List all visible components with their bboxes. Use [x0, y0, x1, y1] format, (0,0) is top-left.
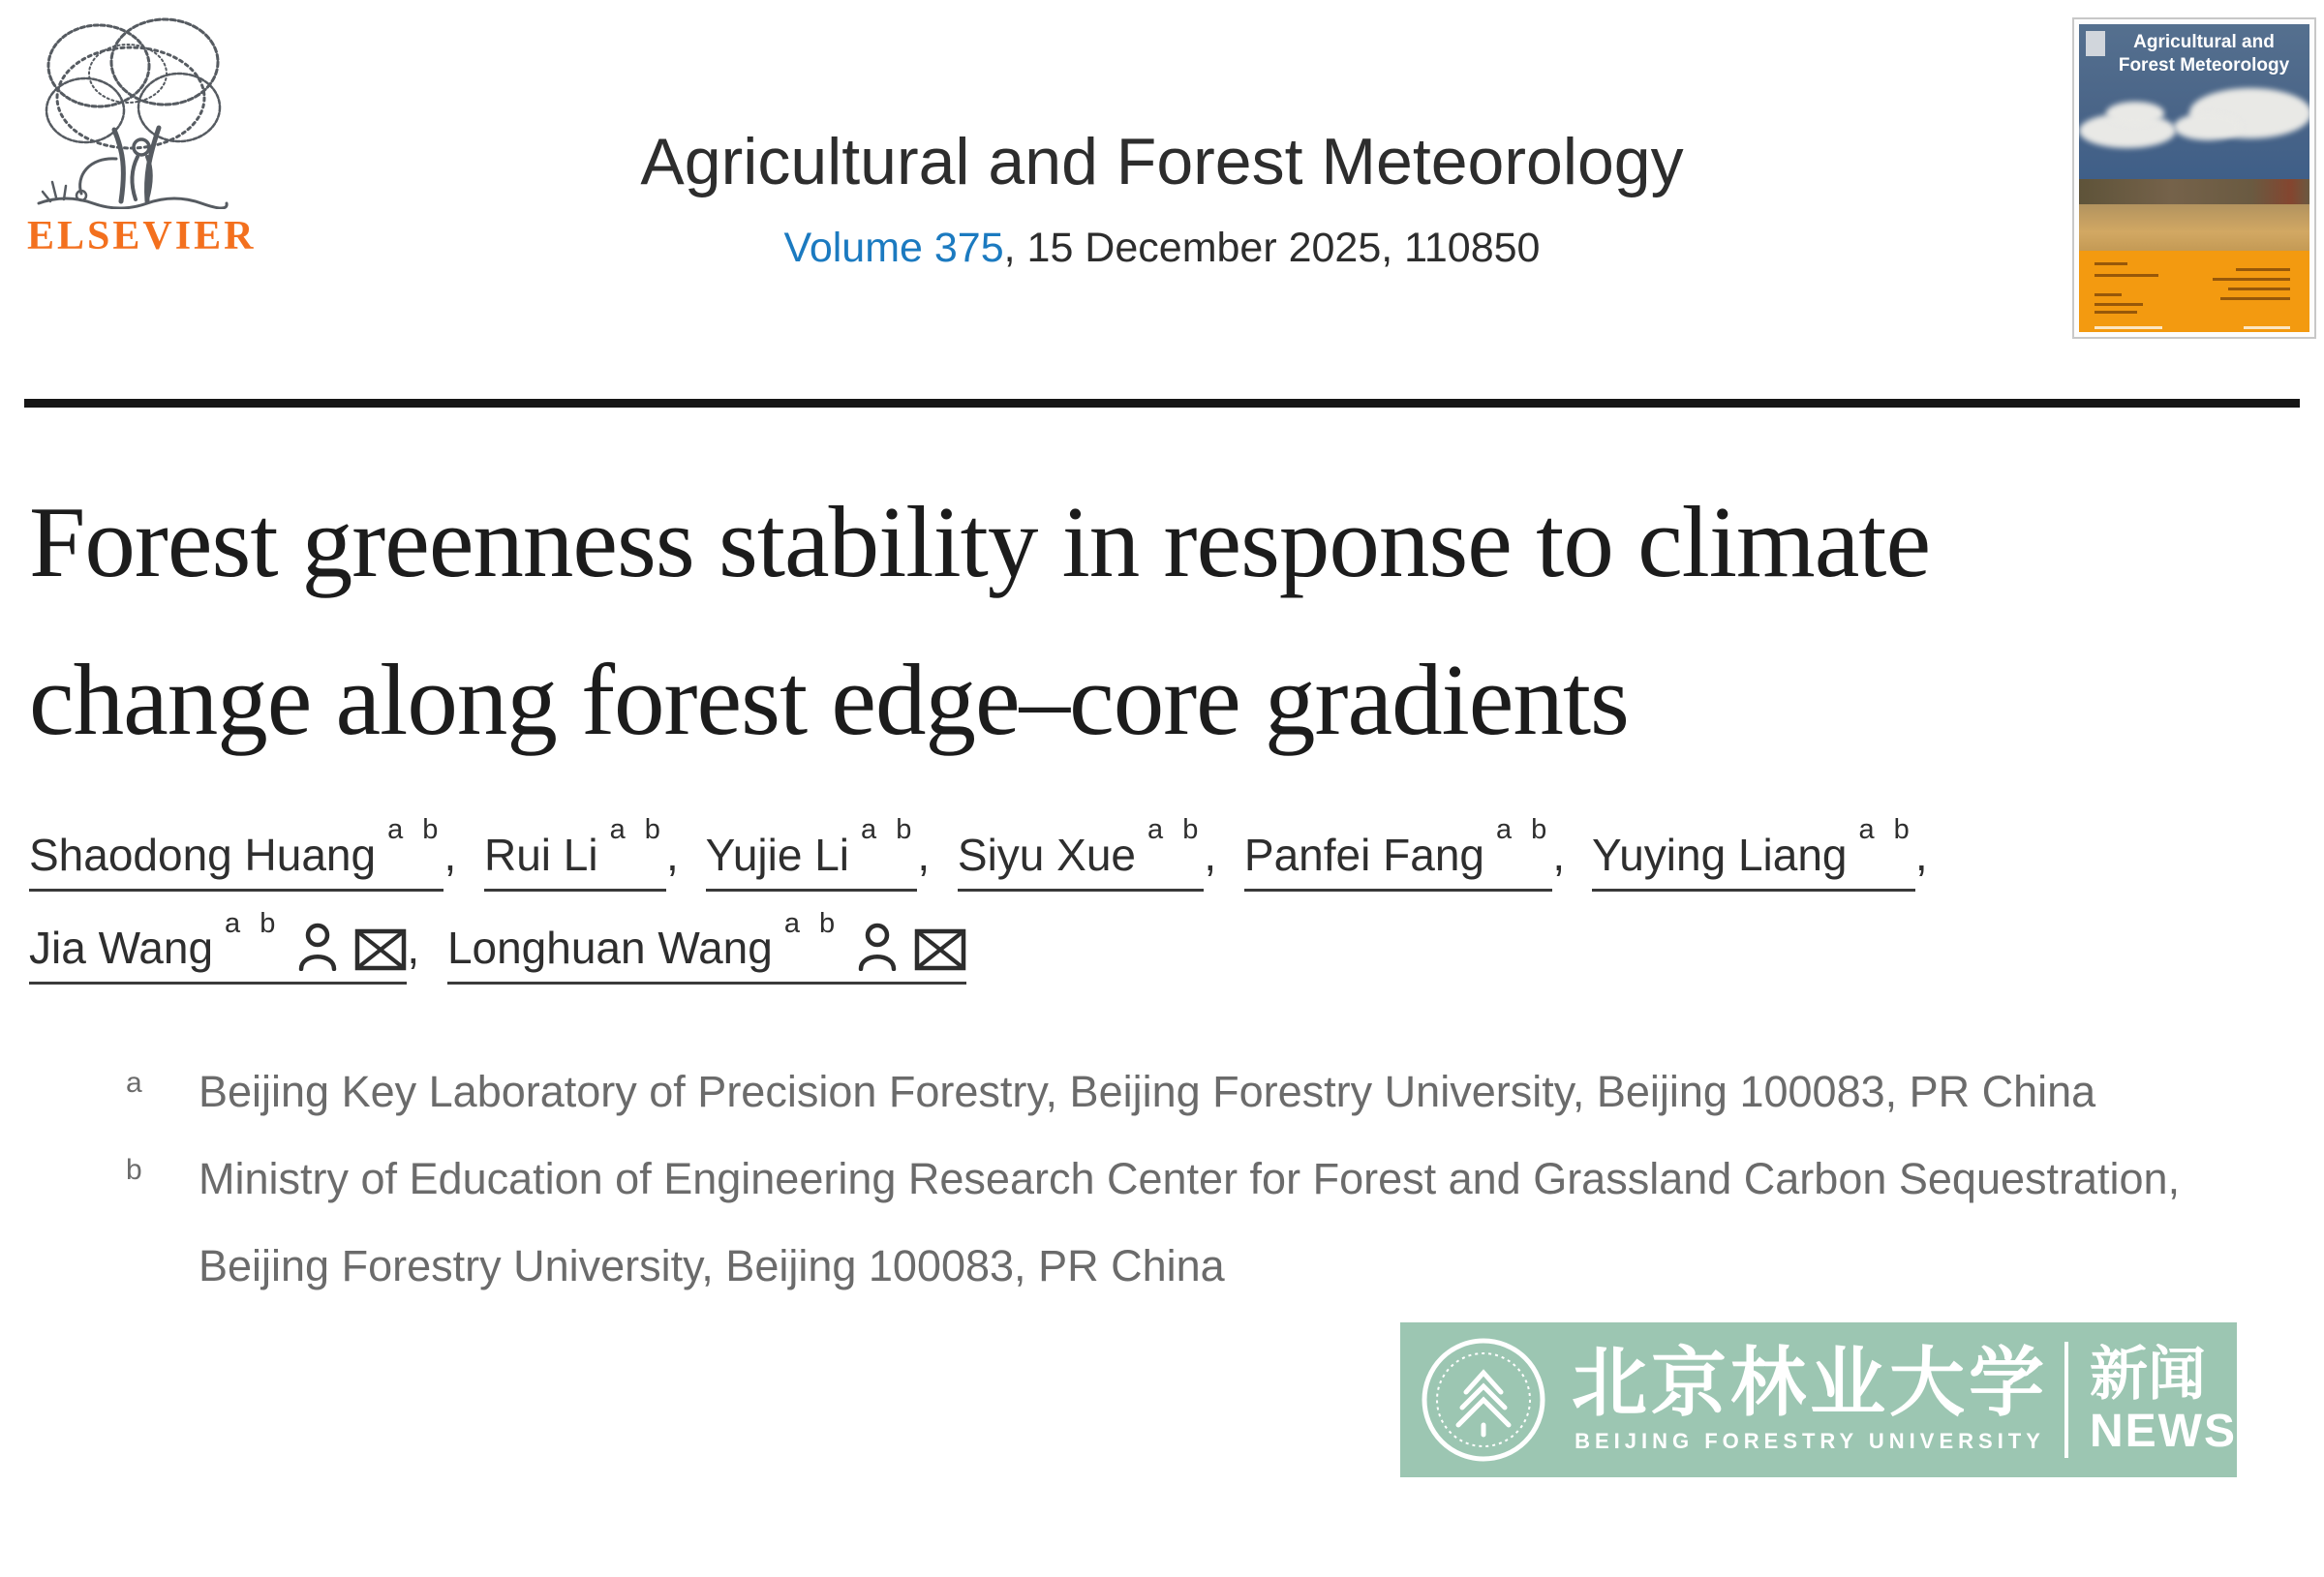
cover-journal-title: Agricultural and Forest Meteorology: [2118, 32, 2290, 76]
author-separator: ,: [1914, 829, 1928, 880]
author-entry: [1243, 814, 1580, 880]
author-link[interactable]: [29, 814, 444, 892]
issue-date-text: , 15 December 2025, 110850: [1003, 225, 1541, 271]
author-affil-sup: a b: [1147, 814, 1205, 846]
author-affil-sup: a b: [387, 814, 444, 846]
author-affil-sup: a b: [225, 907, 282, 939]
cover-field: [2079, 204, 2309, 251]
author-separator: ,: [917, 829, 931, 880]
author-separator: ,: [1204, 829, 1217, 880]
affiliation-sup: a: [126, 1066, 142, 1099]
elsevier-tree-icon: [29, 15, 237, 209]
author-separator: ,: [407, 923, 420, 974]
article-header: [29, 464, 2295, 1310]
bfu-news-watermark: [1400, 1322, 2237, 1477]
news-chinese-label: 新闻: [2090, 1340, 2206, 1409]
affiliation-item: [29, 1048, 2285, 1136]
author-name[interactable]: Shaodong Huang: [29, 829, 377, 880]
author-entry: [705, 814, 945, 880]
author-profile-icon[interactable]: [298, 923, 337, 971]
author-affil-sup: a b: [609, 814, 666, 846]
author-entry: [484, 814, 694, 880]
author-name[interactable]: Yujie Li: [705, 829, 850, 880]
bfu-name-block: [1571, 1340, 2049, 1454]
author-name[interactable]: Jia Wang: [29, 923, 214, 974]
elsevier-wordmark[interactable]: ELSEVIER: [27, 214, 257, 258]
author-link[interactable]: [705, 814, 918, 892]
watermark-divider: [2064, 1342, 2068, 1458]
news-label-block: [2090, 1340, 2237, 1458]
author-affil-sup: a b: [783, 907, 841, 939]
journal-title-link[interactable]: Agricultural and Forest Meteorology: [640, 125, 1684, 198]
bfu-seal-icon: [1420, 1336, 1547, 1464]
cover-treeline: [2079, 179, 2309, 204]
journal-masthead: [290, 0, 2034, 272]
author-entry: [1592, 814, 1943, 880]
affiliation-item: [29, 1136, 2285, 1310]
author-link[interactable]: [446, 907, 966, 985]
affiliation-text: Beijing Key Laboratory of Precision Forestry, Beijing Forestry University, Beijing 100083, PR China: [199, 1066, 2096, 1116]
affiliation-sup: b: [126, 1153, 142, 1186]
author-list: [29, 808, 2179, 995]
journal-cover-thumbnail[interactable]: [2072, 17, 2316, 339]
author-separator: ,: [1552, 829, 1566, 880]
news-english-label: NEWS: [2090, 1405, 2237, 1457]
affiliation-list: [29, 1048, 2295, 1310]
author-link[interactable]: [957, 814, 1205, 892]
cover-orange-band: [2079, 251, 2309, 332]
cover-sky: [2079, 24, 2309, 179]
author-name[interactable]: Yuying Liang: [1592, 829, 1848, 880]
cloud-shape: [2106, 102, 2164, 125]
affiliation-text: Ministry of Education of Engineering Research Center for Forest and Grassland Carbon Sequestration, Beijing Forestry University, Beijing 100083, PR China: [199, 1153, 2181, 1290]
corresponding-author-email-icon[interactable]: [354, 928, 407, 971]
author-separator: ,: [443, 829, 457, 880]
journal-header: [0, 0, 2324, 360]
header-divider-rule: [24, 399, 2300, 408]
author-entry: [957, 814, 1232, 880]
cloud-shape: [2174, 113, 2242, 140]
author-name[interactable]: Siyu Xue: [957, 829, 1137, 880]
author-entry: [29, 814, 472, 880]
author-affil-sup: a b: [1495, 814, 1553, 846]
author-name[interactable]: Panfei Fang: [1243, 829, 1484, 880]
author-link[interactable]: [1243, 814, 1553, 892]
author-affil-sup: a b: [861, 814, 918, 846]
journal-issue-line: [290, 225, 2034, 272]
author-entry: [446, 907, 982, 974]
author-link[interactable]: [484, 814, 666, 892]
author-name[interactable]: Longhuan Wang: [446, 923, 773, 974]
author-entry: [29, 907, 435, 974]
author-affil-sup: a b: [1858, 814, 1915, 846]
elsevier-logo[interactable]: [27, 15, 257, 259]
author-separator: ,: [665, 829, 679, 880]
author-link[interactable]: [29, 907, 407, 985]
journal-cover-art: [2079, 24, 2309, 332]
volume-link[interactable]: Volume 375: [783, 225, 1004, 271]
article-title: Forest greenness stability in response to climate change along forest edge–core gradients: [29, 485, 1931, 756]
cover-mini-elsevier-logo: [2086, 31, 2105, 56]
author-profile-icon[interactable]: [858, 923, 897, 971]
author-link[interactable]: [1592, 814, 1915, 892]
bfu-english-name: BEIJING FORESTRY UNIVERSITY: [1575, 1429, 2045, 1453]
author-name[interactable]: Rui Li: [484, 829, 598, 880]
corresponding-author-email-icon[interactable]: [914, 928, 966, 971]
bfu-chinese-name: 北京林业大学: [1571, 1340, 2048, 1427]
